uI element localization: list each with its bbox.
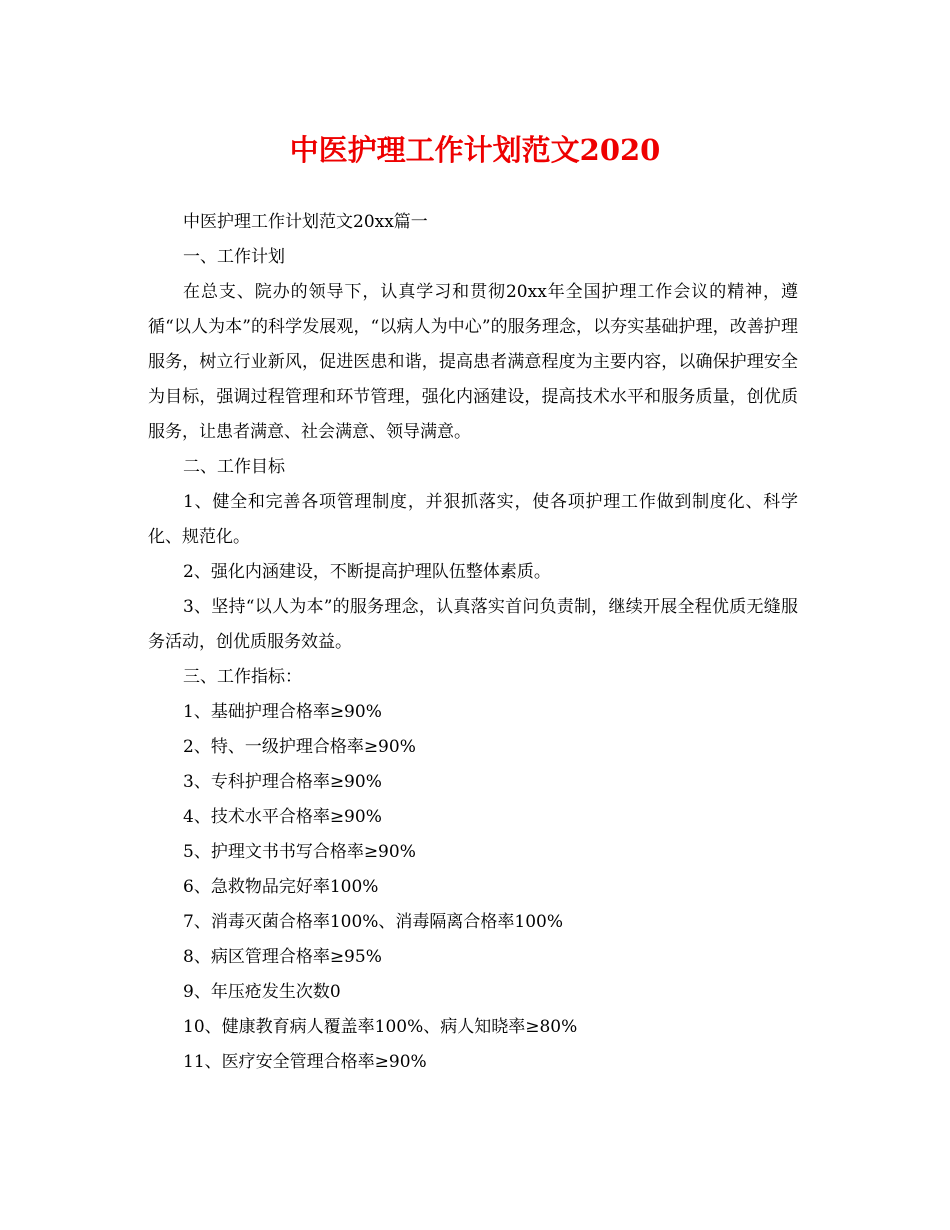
section-heading-work-plan: 一、工作计划 xyxy=(183,247,285,267)
paragraph-heading-intro: 中医护理工作计划范文20xx篇一 xyxy=(183,212,428,232)
indicator-item-2: 2、特、一级护理合格率≥90% xyxy=(183,737,416,757)
section-heading-work-indicators: 三、工作指标： xyxy=(183,667,302,687)
indicator-item-10: 10、健康教育病人覆盖率100%、病人知晓率≥80% xyxy=(183,1017,578,1037)
indicator-item-7: 7、消毒灭菌合格率100%、消毒隔离合格率100% xyxy=(183,912,564,932)
indicator-item-9: 9、年压疮发生次数0 xyxy=(183,982,341,1002)
indicator-item-5: 5、护理文书书写合格率≥90% xyxy=(183,842,416,862)
indicator-item-8: 8、病区管理合格率≥95% xyxy=(183,947,382,967)
section-heading-work-goals: 二、工作目标 xyxy=(183,457,285,477)
paragraph-work-plan: 在总支、院办的领导下，认真学习和贯彻20xx年全国护理工作会议的精神，遵循“以人为本”的科学发展观，“以病人为中心”的服务理念，以夯实基础护理，改善护理服务，树立行业新风，促进医患和谐，提高患者满意程度为主要内容，以确保护理安全为目标，强调过程管理和环节管理，强化内涵建设，提高技术水平和服务质量，创优质服务，让患者满意、社会满意、领导满意。 xyxy=(148,282,798,442)
goal-item-3: 3、坚持“以人为本”的服务理念，认真落实首问负责制，继续开展全程优质无缝服务活动，创优质服务效益。 xyxy=(148,597,798,652)
indicator-item-1: 1、基础护理合格率≥90% xyxy=(183,702,382,722)
document-body xyxy=(148,205,798,1080)
indicator-item-3: 3、专科护理合格率≥90% xyxy=(183,772,382,792)
indicator-item-4: 4、技术水平合格率≥90% xyxy=(183,807,382,827)
document-title: 中医护理工作计划范文2020 xyxy=(289,133,661,167)
goal-item-1: 1、健全和完善各项管理制度，并狠抓落实，使各项护理工作做到制度化、科学化、规范化。 xyxy=(148,492,798,547)
indicator-item-6: 6、急救物品完好率100% xyxy=(183,877,379,897)
goal-item-2: 2、强化内涵建设，不断提高护理队伍整体素质。 xyxy=(183,562,551,582)
indicator-item-11: 11、医疗安全管理合格率≥90% xyxy=(183,1052,427,1072)
